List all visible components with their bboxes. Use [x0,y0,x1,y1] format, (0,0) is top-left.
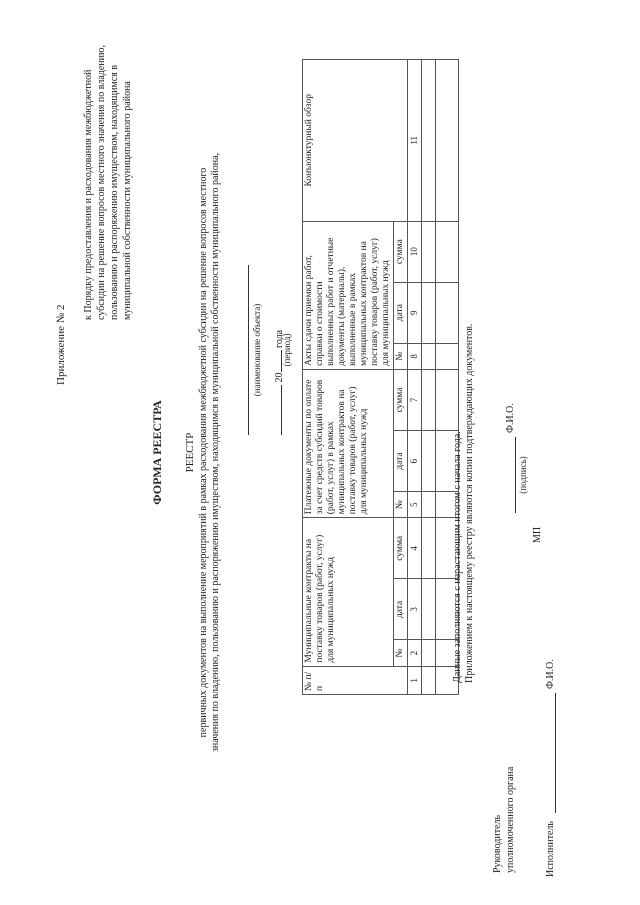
table-cell [422,666,436,694]
period-line-2 [272,351,282,373]
subheader-date: дата [394,282,408,343]
table-cell [422,343,436,369]
table-cell [422,221,436,282]
table-cell [436,343,459,369]
appendix-number: Приложение № 2 [55,304,67,385]
column-index: 5 [408,492,422,518]
head-label: Руководитель [492,814,503,873]
column-index: 8 [408,343,422,369]
column-index: 2 [408,640,422,666]
column-index: 4 [408,518,422,579]
executor-label: Исполнитель [545,821,556,877]
column-index: 1 [408,666,422,694]
appendix-reference: к Порядку предоставления и расходования межбюджетной субсидии на решение вопросов местного значения по владению, пользованию и распоряжению имуществом, находящимся в муниципальной собственности муниципального района [83,45,133,320]
period-suffix: года [274,329,285,348]
period-line-1 [272,385,282,435]
table-cell [436,282,459,343]
subheader-sum: сумма [394,518,408,579]
header-contracts: Муниципальные контракты на поставку товаров (работ, услуг) для муниципальных нужд [303,518,394,666]
column-index: 9 [408,282,422,343]
head-fio: Ф.И.О. [505,403,516,433]
column-index: 10 [408,221,422,282]
table-cell [422,640,436,666]
subheader-no: № [394,640,408,666]
table-cell [436,221,459,282]
table-cell [436,60,459,222]
signature-caption: (подпись) [518,456,528,494]
note-cumulative: Данные заполняются с нарастающим итогом с начала года. [452,431,463,683]
table-cell [422,492,436,518]
header-acts: Акты сдачи приемки работ, справки о стоимости выполненных работ и отчетные документы (материалы), выполненные в рамках муниципальных контрактов на поставку товаров (работ, услуг) для муниципальных нужд [303,221,394,369]
column-index: 11 [408,60,422,222]
column-index: 7 [408,369,422,430]
table-cell [422,282,436,343]
table-cell [422,431,436,492]
executor-fio: Ф.И.О. [545,659,556,689]
registry-table [302,59,459,695]
subheader-no: № [394,343,408,369]
table-header-row [303,60,394,695]
period-caption: (период) [282,333,292,367]
head-signature-line [505,437,516,513]
column-index: 6 [408,431,422,492]
table-cell [422,369,436,430]
registry-title: РЕЕСТР [184,432,196,473]
subheader-sum: сумма [394,221,408,282]
period-prefix: 20 [274,372,285,383]
table-cell [422,518,436,579]
object-name-line [248,265,249,435]
note-attachments: Приложением к настоящему реестру являются копии подтверждающих документов. [464,323,475,683]
form-title: ФОРМА РЕЕСТРА [150,400,164,505]
header-num: № п/п [303,666,408,694]
executor-signature-line [545,693,556,813]
table-cell [422,579,436,640]
stamp-label: МП [532,526,543,543]
table-row [422,60,436,695]
column-index-row [408,60,422,695]
object-name-caption: (наименование объекта) [252,303,262,397]
header-payments: Платежные документы по оплате за счет средств субсидий товаров (работ, услуг) в рамках муниципальных контрактов на поставку товаров (работ, услуг) для муниципальных нужд [303,369,394,517]
head-organ-label: уполномоченного органа [505,766,516,873]
subheader-sum: сумма [394,369,408,430]
registry-description: первичных документов на выполнение мероприятий в рамках расходования межбюджетной субсидии на решение вопросов местного значения по владению, пользованию и распоряжению имуществом, находящимся в муниципальной собственности муниципального района, [198,152,221,753]
column-index: 3 [408,579,422,640]
subheader-date: дата [394,579,408,640]
subheader-no: № [394,492,408,518]
table-cell [422,60,436,222]
table-cell [436,369,459,430]
header-review: Конъюнктурный обзор [303,60,408,222]
subheader-date: дата [394,431,408,492]
